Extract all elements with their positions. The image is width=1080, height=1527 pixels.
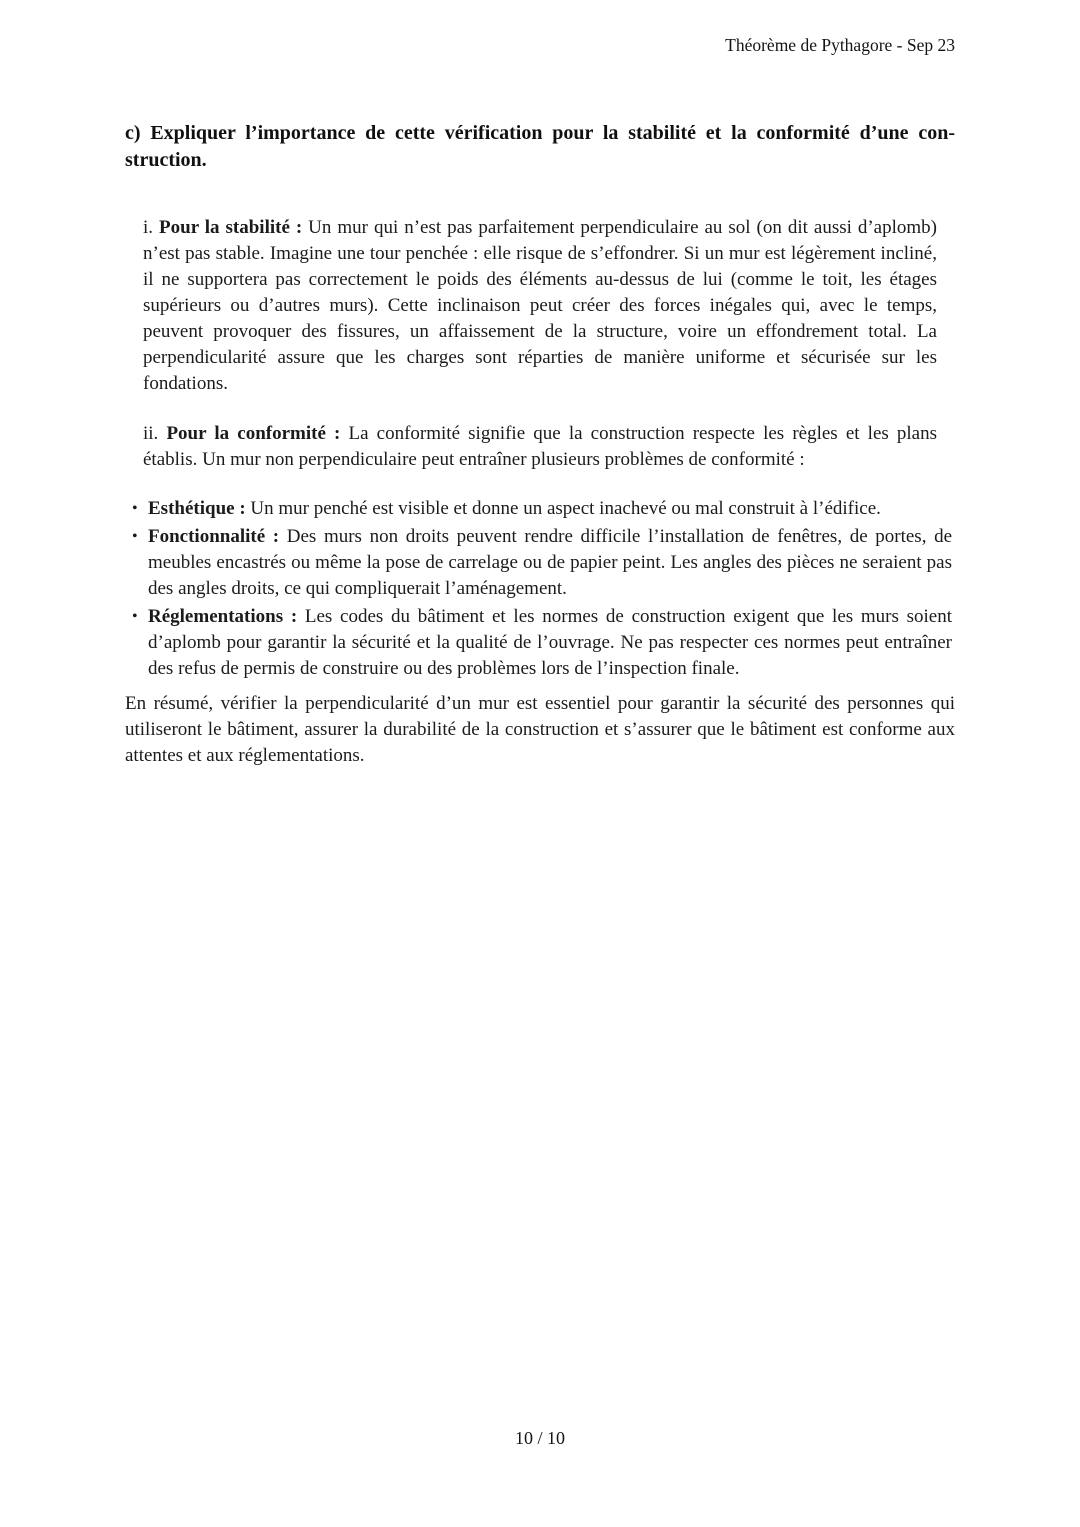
bullet-item-reglementations <box>125 604 955 682</box>
paragraph-conformity-lead: Pour la conformité : <box>166 423 341 444</box>
bullet-fonctionnalite-body: Des murs non droits peuvent rendre difficile l’installation de fenêtres, de portes, de meubles encastrés ou même la pose de carrelage ou de papier peint. Les angles des pièces ne seraient pas des angles droits, ce qui compliquerait l’aménagement. <box>148 526 953 599</box>
paragraph-conformity-body: La conformité signifie que la construction respecte les règles et les plans établis. Un mur non perpendiculaire peut entraîner plusieurs problèmes de conformité : <box>143 423 938 470</box>
paragraph-conformity-marker: ii. <box>143 423 159 444</box>
summary-paragraph: En résumé, vérifier la perpendicularité d’un mur est essentiel pour garantir la sécurité des personnes qui utiliseront le bâtiment, assurer la durabilité de la construction et s’assurer que le bâtiment est conforme aux attentes et aux réglementations. <box>125 693 955 766</box>
bullet-dot-icon: • <box>132 528 138 545</box>
bullet-fonctionnalite-lead: Fonctionnalité : <box>148 526 280 547</box>
paragraph-stability <box>125 215 955 397</box>
paragraph-stability-marker: i. <box>143 217 154 238</box>
paragraph-stability-body: Un mur qui n’est pas parfaitement perpendiculaire au sol (on dit aussi d’aplomb) n’est pas stable. Imagine une tour penchée : elle risque de s’effondrer. Si un mur est légèrement incliné, il ne supportera pas correctement le poids des éléments au-dessus de lui (comme le toit, les étages supérieurs ou d’autres murs). Cette inclinaison peut créer des forces inégales qui, avec le temps, peuvent provoquer des fissures, un affaissement de la structure, voire un effondrement total. La perpendicularité assure que les charges sont réparties de manière uniforme et sécurisée sur les fondations. <box>143 217 938 394</box>
bullet-dot-icon: • <box>132 608 138 625</box>
paragraph-conformity <box>125 421 955 473</box>
question-heading-line1: c) Expliquer l’importance de cette vérification pour la stabilité et la conformité d’une con- <box>125 122 955 144</box>
question-heading <box>125 120 955 174</box>
conformity-bullet-list <box>125 496 955 682</box>
page-header: Théorème de Pythagore - Sep 23 <box>725 35 955 55</box>
bullet-item-fonctionnalite <box>125 524 955 602</box>
bullet-reglementations-lead: Réglementations : <box>148 606 298 627</box>
bullet-esthetique-body: Un mur penché est visible et donne un aspect inachevé ou mal construit à l’édifice. <box>250 498 881 519</box>
paragraph-stability-lead: Pour la stabilité : <box>159 217 303 238</box>
document-content <box>125 120 955 788</box>
bullet-esthetique-lead: Esthétique : <box>148 498 246 519</box>
bullet-item-esthetique <box>125 496 955 522</box>
bullet-dot-icon: • <box>132 500 138 517</box>
question-heading-line2: struction. <box>125 149 207 171</box>
bullet-reglementations-body: Les codes du bâtiment et les normes de construction exigent que les murs soient d’aplomb pour garantir la sécurité et la qualité de l’ouvrage. Ne pas respecter ces normes peut entraîner des refus de permis de construire ou des problèmes lors de l’inspection finale. <box>148 606 953 679</box>
page-number: 10 / 10 <box>514 1428 565 1448</box>
